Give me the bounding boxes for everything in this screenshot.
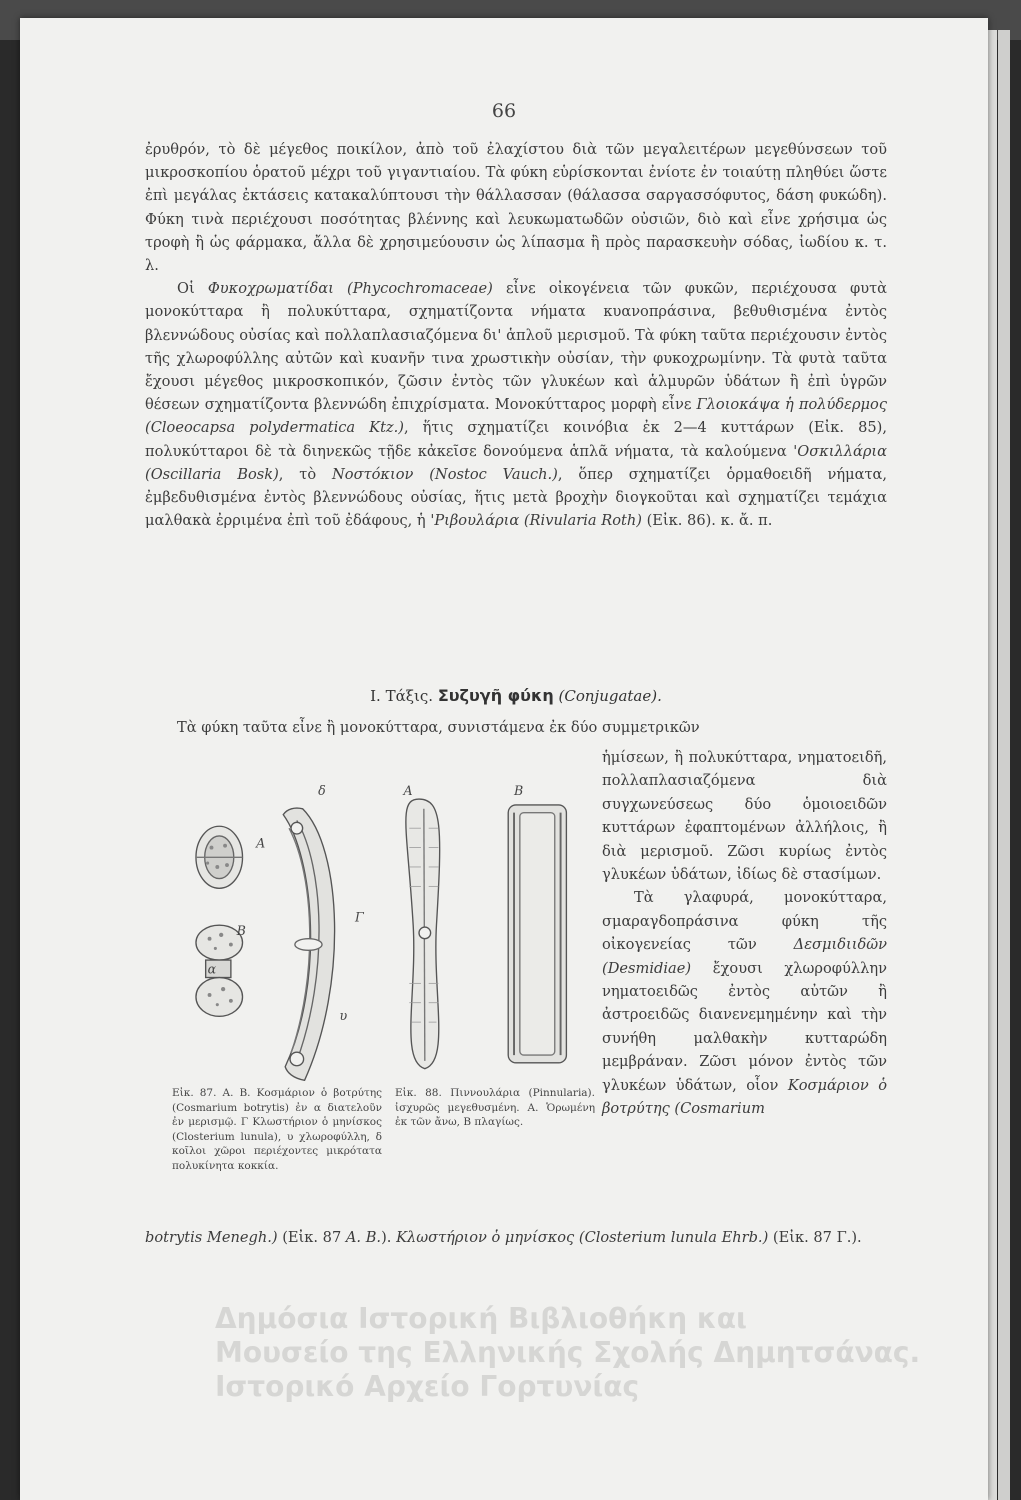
heading-title: Συζυγῆ φύκη bbox=[437, 686, 554, 705]
label-pinn-b: B bbox=[514, 783, 524, 799]
paragraph-1: ἐρυθρόν, τὸ δὲ μέγεθος ποικίλον, ἀπὸ τοῦ ἐλαχίστου διὰ τῶν μεγαλειτέρων μεγεθύνσεων τοῦ μικροσκοπίου ὁρατοῦ μέχρι τοῦ γιγαντιαίου. Τὰ φύκη εὑρίσκονται ἐνίοτε ἐν τοιαύτῃ πληθύει ὥστε ἐπὶ μεγάλας ἐκτάσεις κατακαλύπτουσι τὴν θάλλασσαν (θάλασσα σαργασσόφυτος, δάση φυκώδη). Φύκη τινὰ περιέχουσι ποσότητας βλέννης καὶ λευκωματωδῶν οὐσιῶν, διὸ καὶ εἶνε χρήσιμα ὡς τροφὴ ἢ ὡς φάρμακα, ἄλλα δὲ χρησιμεύουσιν ὡς λίπασμα ἢ πρὸς παρασκευὴν σόδας, ἰωδίου κ. τ. λ. bbox=[145, 141, 887, 275]
p2-part6: (Εἰκ. 86). κ. ἄ. π. bbox=[641, 512, 773, 530]
term-nostoc: Νοστόκιον (Nostoc Vauch.) bbox=[332, 465, 558, 483]
term-oscillaria: 'Οσκιλλάρια (Oscillaria Bosk) bbox=[145, 442, 887, 483]
body-text bbox=[145, 138, 887, 532]
caption-88-text: Εἰκ. 88. Πιννουλάρια (Pinnularia). ἰσχυρῶς μεγεθυσμένη. Α. Ὁρωμένη ἐκ τῶν ἄνω, Β πλαγίως. bbox=[395, 1087, 595, 1128]
term-rivularia: 'Ριβουλάρια (Rivularia Roth) bbox=[430, 512, 642, 530]
side-paragraph-1: ἡμίσεων, ἢ πολυκύτταρα, νηματοειδῆ, πολλαπλασιαζόμενα διὰ συγχωνεύσεως δύο ὁμοιοειδῶν κυττάρων ἐφαπτομένων ἀλλήλοις, ἢ διὰ μερισμοῦ. Ζῶσι κυρίως ἐντὸς γλυκέων ὑδάτων, ἰδίως δὲ στασίμων. bbox=[602, 749, 887, 884]
p2-part4: , τὸ bbox=[278, 465, 333, 483]
watermark-line-2: Μουσείο της Ελληνικής Σχολής Δημητσάνας. bbox=[215, 1336, 921, 1369]
pinnularia-b-drawing bbox=[508, 805, 566, 1063]
watermark-line-1: Δημόσια Ιστορική Βιβλιοθήκη και bbox=[215, 1302, 747, 1335]
term-closterium: Κλωστήριον ὁ μηνίσκος (Closterium lunula Ehrb.) bbox=[396, 1229, 769, 1246]
term-cosmarium: Κοσμάριον ὁ βοτρύτης (Cosmarium bbox=[602, 1076, 887, 1118]
p2-part2: εἶνε οἰκογένεια τῶν φυκῶν, περιέχουσα φυτὰ μονοκύτταρα ἢ πολυκύτταρα, σχηματίζοντα νήματα κυανοπράσινα, βεθυθισμένα ἐντὸς βλεννώδους οὐσίας καὶ πολλαπλασιαζόμενα δι' ἁπλοῦ μερισμοῦ. Τὰ φύκη ταῦτα περιέχουσιν ἐντὸς τῆς χλωροφύλλης αὐτῶν καὶ κυανῆν τινα χρωστικὴν οὐσίαν, τὴν φυκοχρωμίνην. Τὰ φυτὰ ταῦτα ἔχουσι μέγεθος μικροσκοπικόν, ζῶσιν ἐντὸς τῶν γλυκέων καὶ ἁλμυρῶν ὑδάτων ἢ ἐπὶ ὑγρῶν θέσεων σχηματίζοντα βλεννώδη ἐπιχρίσματα. Μονοκύτταρος μορφὴ εἶνε bbox=[145, 280, 888, 414]
paragraph-2 bbox=[145, 277, 887, 532]
label-gamma: Γ bbox=[355, 909, 364, 925]
p2-part5: , ὅπερ σχηματίζει ὁρμαθοειδῆ νήματα, ἐμβεδυθισμένα ἐντὸς βλεννώδους οὐσίας, ἥτις μετὰ βροχὴν διογκοῦται καὶ σχηματίζει τεμάχια μαλθακὰ ἐρριμένα ἐπὶ τοῦ ἐδάφους, ἡ bbox=[145, 465, 888, 530]
p2-part3: , ἥτις σχηματίζει κοινόβια ἐκ 2—4 κυττάρων (Εἰκ. 85), πολυκύτταροι δὲ τὰ διηνεκῶς τῇδε κἀκεῖσε δονούμενα ἁπλᾶ νήματα, τὰ καλούμενα bbox=[145, 419, 887, 460]
figure-illustrations bbox=[172, 770, 602, 1090]
closterium-drawing bbox=[283, 808, 334, 1080]
side-p2-part1: Τὰ γλαφυρά, μονοκύτταρα, σμαραγδοπράσινα φύκη τῆς οἰκογενείας τῶν bbox=[602, 889, 887, 954]
watermark-line-3: Ιστορικό Αρχείο Γορτυνίας bbox=[215, 1370, 640, 1403]
caption-fig-88 bbox=[395, 1086, 595, 1130]
caption-fig-87 bbox=[172, 1086, 382, 1173]
heading-prefix: I. Τάξις. bbox=[370, 687, 434, 705]
closing-text bbox=[145, 1226, 887, 1249]
term-phycochromaceae: Φυκοχρωματίδαι (Phycochromaceae) bbox=[207, 280, 493, 298]
intro-line: Τὰ φύκη ταῦτα εἶνε ἢ μονοκύτταρα, συνιστάμενα ἐκ δύο συμμετρικῶν bbox=[177, 719, 700, 736]
label-a: A bbox=[256, 835, 266, 851]
label-delta: δ bbox=[318, 783, 326, 799]
page-number: 66 bbox=[491, 100, 517, 122]
label-b: B bbox=[236, 922, 246, 938]
label-pinn-a: A bbox=[403, 783, 413, 799]
cosmarium-a-drawing bbox=[196, 826, 243, 888]
library-watermark bbox=[215, 1302, 975, 1404]
cosmarium-b-drawing bbox=[196, 925, 243, 1016]
tail-part6: (Εἰκ. 87 Γ.). bbox=[768, 1229, 862, 1246]
side-paragraph-2 bbox=[602, 886, 887, 1120]
side-p2-part2: ἔχουσι χλωροφύλλην νηματοειδῶς ἐντὸς αὐτῶν ἢ ἀστροειδῶς διανενεμημένην καὶ τὴν συνήθη μαλθακὴν κυτταρώδη μεμβράναν. Ζῶσι μόνον ἐντὸς τῶν γλυκέων ὑδάτων, οἷον bbox=[602, 959, 887, 1094]
p2-part1: Οἱ bbox=[177, 280, 208, 298]
term-desmidiae: Δεσμιδιιδῶν (Desmidiae) bbox=[602, 936, 887, 977]
section-heading bbox=[145, 686, 887, 705]
caption-87-text: Εἰκ. 87. Α. Β. Κοσμάριον ὁ βοτρύτης (Cosmarium botrytis) ἐν α διατελοῦν ἐν μερισμῷ. Γ Κλωστήριον ὁ μηνίσκος (Closterium lunula), υ χλωροφύλλη, δ κοῖλοι χῶροι περιέχοντες μικρότατα πολυκίνητα κοκκία. bbox=[172, 1087, 382, 1172]
book-page bbox=[20, 18, 988, 1500]
heading-latin: (Conjugatae). bbox=[558, 687, 662, 705]
tail-part3: Α. Β. bbox=[345, 1229, 382, 1246]
tail-part4: ). bbox=[381, 1229, 397, 1246]
term-gloeocapsa: Γλοιοκάψα ἡ πολύδερμος (Cloeocapsa polydermatica Ktz.) bbox=[145, 396, 887, 437]
side-column bbox=[602, 746, 887, 1121]
tail-part2: (Εἰκ. 87 bbox=[277, 1229, 346, 1246]
label-alpha: α bbox=[207, 961, 217, 977]
page-edge-2 bbox=[998, 30, 1010, 1500]
label-upsilon: υ bbox=[339, 1008, 348, 1024]
term-botrytis: botrytis Menegh.) bbox=[145, 1229, 278, 1246]
pinnularia-a-drawing bbox=[406, 799, 440, 1069]
